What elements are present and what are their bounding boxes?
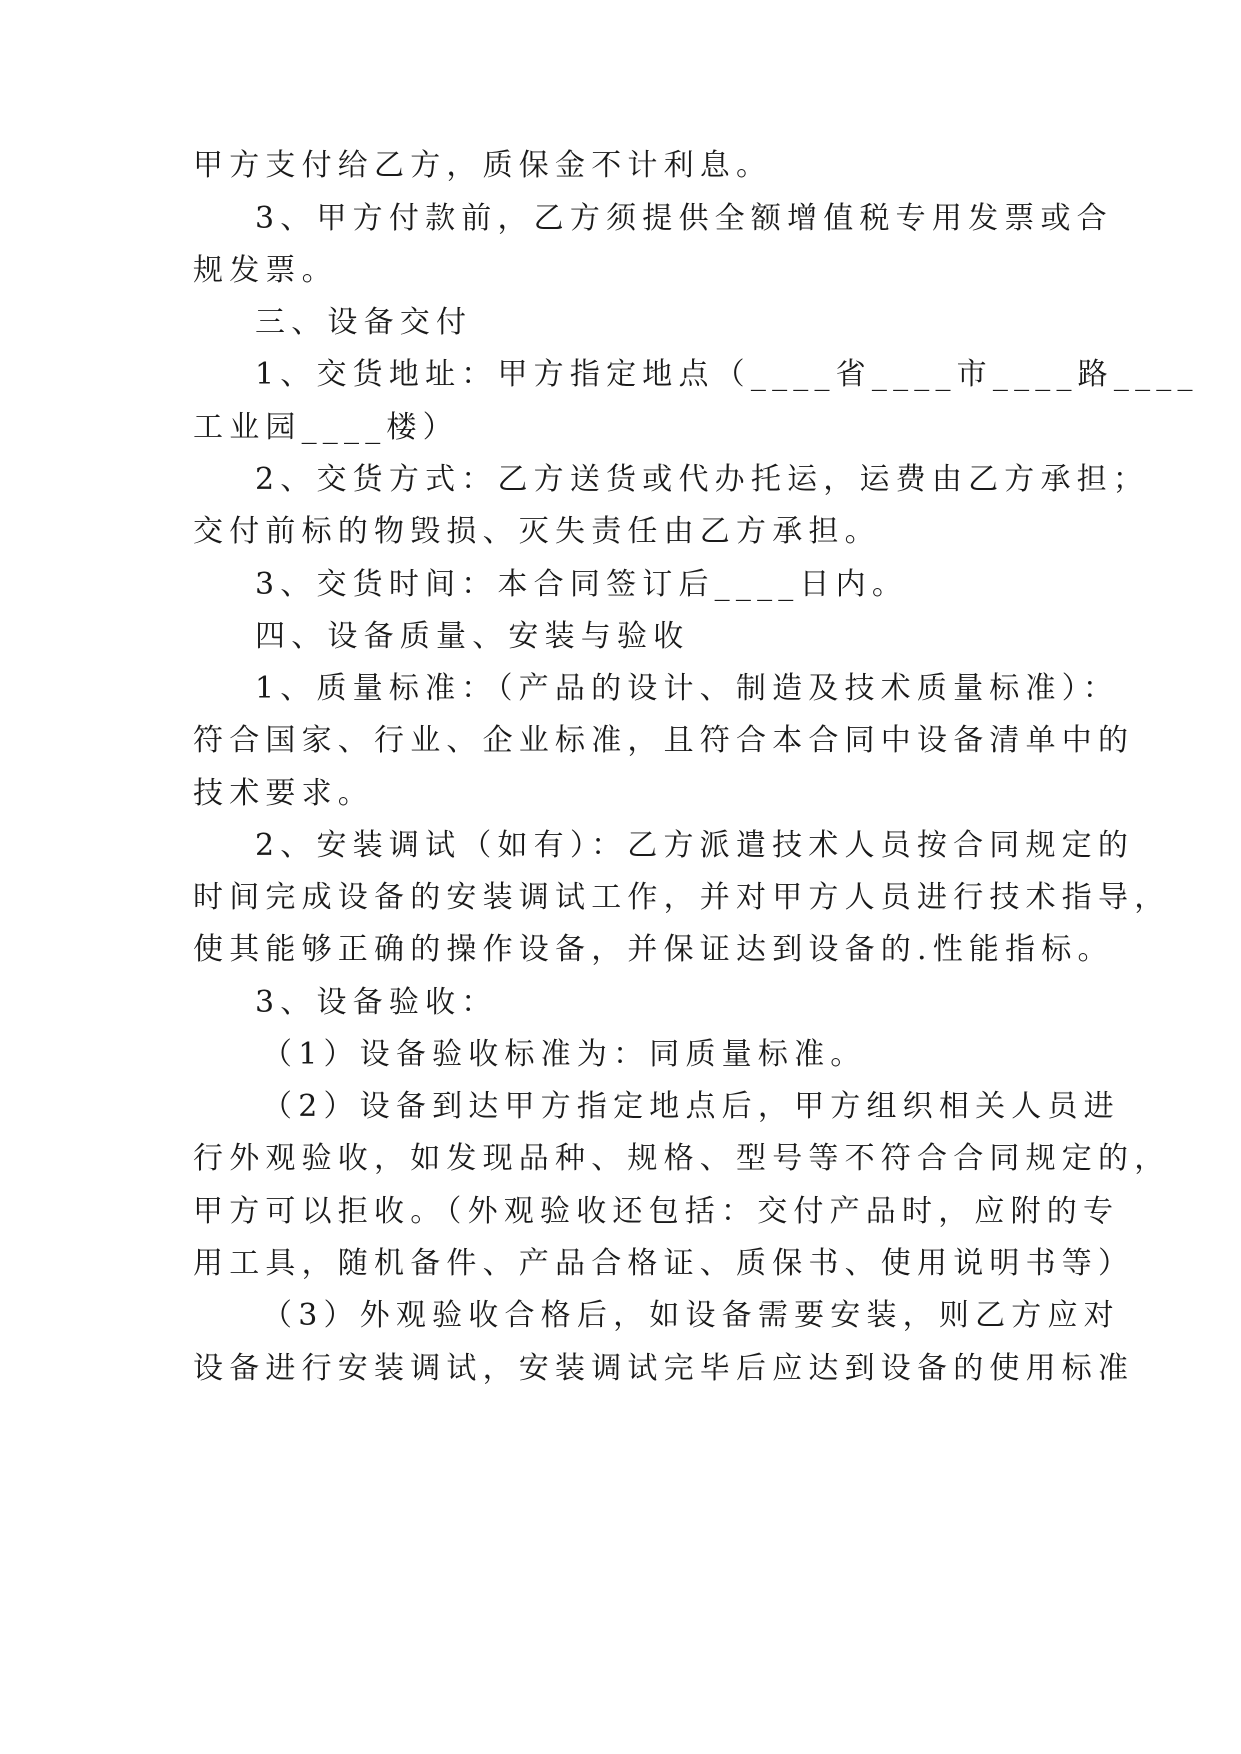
text-line: 1、交货地址：甲方指定地点（____省____市____路____ [255,357,1199,392]
text-line: 符合国家、行业、企业标准，且符合本合同中设备清单中的 [193,723,1135,758]
text-line: （1）设备验收标准为：同质量标准。 [262,1037,867,1072]
text-line: 3、甲方付款前，乙方须提供全额增值税专用发票或合 [255,201,1113,236]
text-line: 2、安装调试（如有）：乙方派遣技术人员按合同规定的 [255,828,1135,863]
text-line: 设备进行安装调试，安装调试完毕后应达到设备的使用标准 [193,1351,1135,1386]
text-line: 交付前标的物毁损、灭失责任由乙方承担。 [193,514,881,549]
text-line: 甲方可以拒收。（外观验收还包括：交付产品时，应附的专 [193,1194,1120,1229]
section-heading: 四、设备质量、安装与验收 [255,619,690,654]
text-line: 规发票。 [193,253,338,288]
text-line: 3、交货时间：本合同签订后____日内。 [255,567,909,602]
text-line: 使其能够正确的操作设备，并保证达到设备的.性能指标。 [193,932,1114,967]
text-line: 甲方支付给乙方，质保金不计利息。 [193,148,773,183]
text-line: （2）设备到达甲方指定地点后，甲方组织相关人员进 [262,1089,1120,1124]
text-line: 2、交货方式：乙方送货或代办托运，运费由乙方承担； [255,462,1150,497]
text-line: 技术要求。 [193,776,374,811]
text-line: 3、设备验收： [255,985,498,1020]
section-heading: 三、设备交付 [255,305,473,340]
text-line: 工业园____楼） [193,410,459,445]
text-line: 1、质量标准：（产品的设计、制造及技术质量标准）： [255,671,1120,706]
text-line: 时间完成设备的安装调试工作，并对甲方人员进行技术指导， [193,880,1171,915]
text-line: 行外观验收，如发现品种、规格、型号等不符合合同规定的， [193,1141,1171,1176]
text-line: （3）外观验收合格后，如设备需要安装，则乙方应对 [262,1298,1120,1333]
text-line: 用工具，随机备件、产品合格证、质保书、使用说明书等） [193,1246,1135,1281]
